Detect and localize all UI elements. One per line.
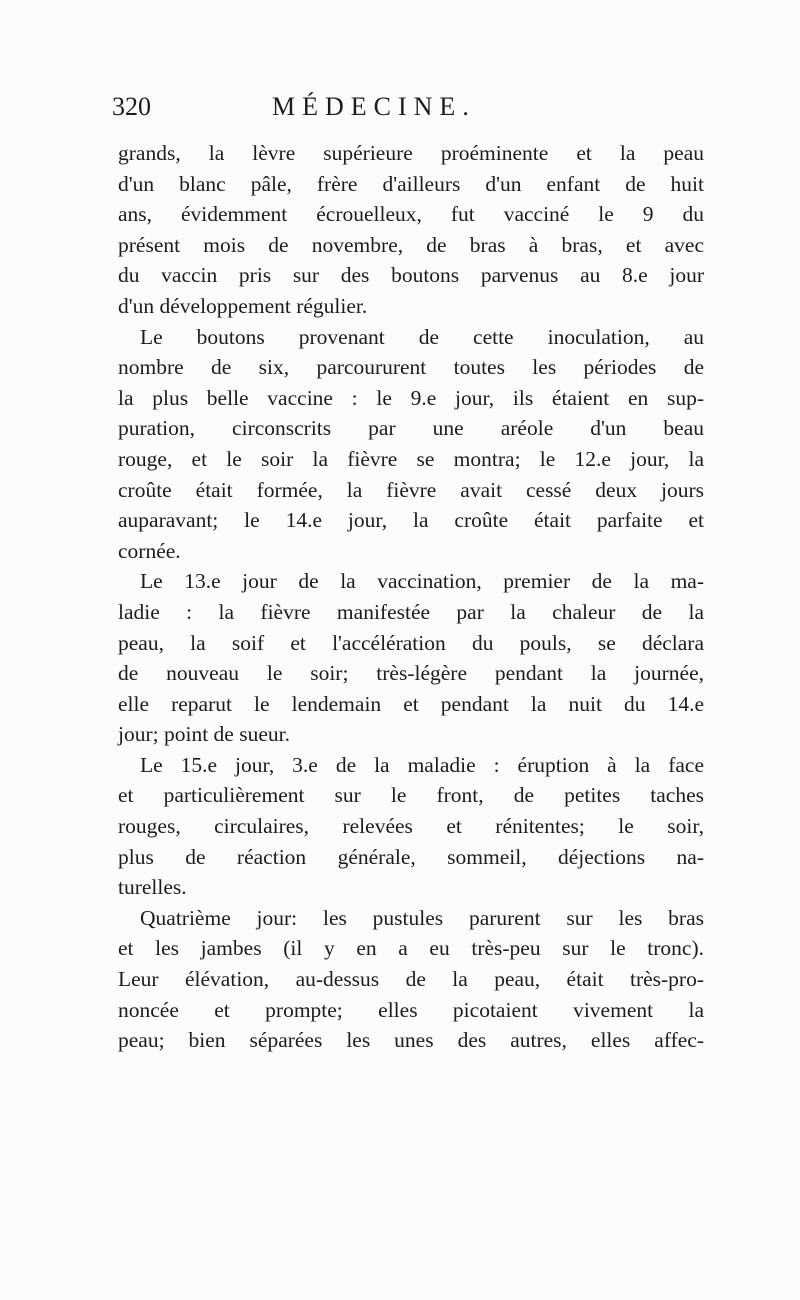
text-line: du vaccin pris sur des boutons parvenus au 8.e jour bbox=[118, 263, 704, 288]
body-text bbox=[118, 138, 704, 1056]
paragraph bbox=[118, 138, 704, 322]
text-line: Le boutons provenant de cette inoculation, au bbox=[140, 324, 704, 349]
text-line: et particulièrement sur le front, de petites taches bbox=[118, 783, 704, 808]
running-head bbox=[112, 92, 702, 132]
text-line: nombre de six, parcoururent toutes les périodes de bbox=[118, 355, 704, 380]
text-line: croûte était formée, la fièvre avait cessé deux jours bbox=[118, 477, 704, 502]
text-line: elle reparut le lendemain et pendant la nuit du 14.e bbox=[118, 691, 704, 716]
text-line: ladie : la fièvre manifestée par la chaleur de la bbox=[118, 599, 704, 624]
text-line: noncée et prompte; elles picotaient vivement la bbox=[118, 997, 704, 1022]
text-line: rouge, et le soir la fièvre se montra; le 12.e jour, la bbox=[118, 446, 704, 471]
paragraph bbox=[118, 322, 704, 567]
text-line: présent mois de novembre, de bras à bras, et avec bbox=[118, 232, 704, 257]
text-line: puration, circonscrits par une aréole d'un beau bbox=[118, 416, 704, 441]
text-line: d'un blanc pâle, frère d'ailleurs d'un enfant de huit bbox=[118, 171, 704, 196]
text-line: de nouveau le soir; très-légère pendant la journée, bbox=[118, 661, 704, 686]
text-line: Leur élévation, au-dessus de la peau, était très-pro- bbox=[118, 967, 704, 992]
paragraph bbox=[118, 903, 704, 1056]
paragraph bbox=[118, 566, 704, 750]
text-line: cornée. bbox=[118, 538, 181, 563]
paragraph bbox=[118, 750, 704, 903]
text-line: la plus belle vaccine : le 9.e jour, ils étaient en sup- bbox=[118, 385, 704, 410]
text-line: auparavant; le 14.e jour, la croûte était parfaite et bbox=[118, 508, 704, 533]
text-line: rouges, circulaires, relevées et rénitentes; le soir, bbox=[118, 814, 704, 839]
text-line: Le 13.e jour de la vaccination, premier de la ma- bbox=[140, 569, 704, 594]
text-line: peau; bien séparées les unes des autres, elles affec- bbox=[118, 1028, 704, 1053]
text-line: grands, la lèvre supérieure proéminente et la peau bbox=[118, 141, 704, 165]
text-line: turelles. bbox=[118, 875, 187, 900]
text-line: et les jambes (il y en a eu très-peu sur le tronc). bbox=[118, 936, 704, 961]
text-line: Le 15.e jour, 3.e de la maladie : éruption à la face bbox=[140, 752, 704, 777]
text-line: jour; point de sueur. bbox=[118, 722, 290, 747]
text-line: plus de réaction générale, sommeil, déjections na- bbox=[118, 844, 704, 869]
text-line: ans, évidemment écrouelleux, fut vacciné le 9 du bbox=[118, 202, 704, 227]
text-line: peau, la soif et l'accélération du pouls, se déclara bbox=[118, 630, 704, 655]
text-line: d'un développement régulier. bbox=[118, 293, 368, 318]
page-number: 320 bbox=[112, 92, 151, 121]
header-title: MÉDECINE. bbox=[272, 92, 476, 121]
text-line: Quatrième jour: les pustules parurent sur les bras bbox=[140, 905, 704, 930]
